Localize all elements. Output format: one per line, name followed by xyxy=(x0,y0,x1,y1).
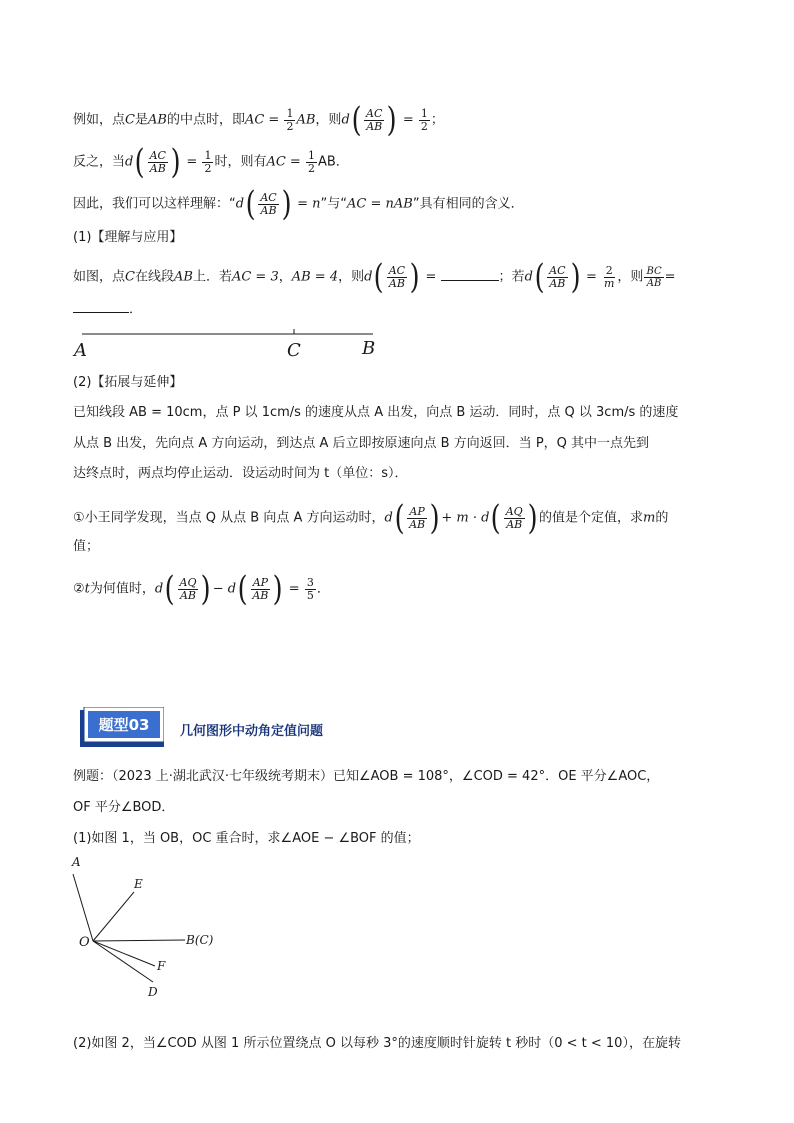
section-title: 几何图形中动角定值问题 xyxy=(180,724,324,739)
denominator: m xyxy=(603,276,615,290)
angle-figure-1 xyxy=(60,852,230,1002)
left-paren: ( xyxy=(237,569,248,609)
fraction-ap-ab xyxy=(407,506,427,531)
denominator: 2 xyxy=(420,119,428,133)
right-paren: ) xyxy=(170,142,181,182)
badge-text: 题型03 xyxy=(98,716,150,734)
numerator: 1 xyxy=(420,106,428,120)
math-var: d xyxy=(125,154,134,170)
answer-blank-1[interactable] xyxy=(441,280,499,281)
text: ② xyxy=(73,581,85,597)
question-1-text: 如图，点C在线段AB上．若AC = 3，AB = 4，则d( $\frac{AC}{AB}$ ) = ；若d( $\frac{AC}{AB}$ ) = $\frac{2}{m}$ ，则 $\frac{BC}{AB}$ = xyxy=(73,257,676,297)
denominator: AB xyxy=(506,517,523,531)
question-2-sub-1 xyxy=(73,498,669,538)
math-var: AB xyxy=(173,269,193,285)
ray-ob xyxy=(93,940,185,941)
math-expr: AC = xyxy=(266,154,301,170)
text: 反之，当 xyxy=(73,154,126,170)
question-2-line-1: 已知线段 AB = 10cm，点 P 以 1cm/s 的速度从点 A 出发，向点 B 运动．同时，点 Q 以 3cm/s 的速度 xyxy=(73,405,679,420)
numerator: BC xyxy=(646,265,662,277)
question-2-line-3: 达终点时，两点均停止运动．设运动时间为 t（单位：s）． xyxy=(73,466,408,481)
section-badge xyxy=(80,707,164,747)
right-paren: ) xyxy=(409,257,420,297)
text: 的中点时，即 xyxy=(166,112,245,128)
numerator: AP xyxy=(409,504,425,518)
math-expr: = n xyxy=(297,196,321,212)
text: ，则 xyxy=(617,269,644,285)
text: 的值是个定值，求 xyxy=(538,510,643,526)
text: ． xyxy=(316,581,330,597)
question-2-line-2: 从点 B 出发，先向点 A 方向运动，到达点 A 后立即按原速向点 B 方向返回．当 P，Q 其中一点先到 xyxy=(73,436,650,451)
math-var: m xyxy=(642,510,656,526)
label-b-c: B(C) xyxy=(186,933,214,947)
question-2-sub-2 xyxy=(73,569,330,609)
equals: = xyxy=(585,269,597,285)
math-expr: − d xyxy=(212,581,237,597)
fraction-3-5 xyxy=(305,577,316,602)
math-var: C xyxy=(125,112,135,128)
label-a: A xyxy=(72,855,81,869)
label-d: D xyxy=(148,985,158,999)
fraction-aq-ab xyxy=(178,577,199,602)
fraction-half xyxy=(284,108,295,133)
math-expr: + m · d xyxy=(441,510,490,526)
left-paren: ( xyxy=(491,498,502,538)
text: 因此，我们可以这样理解：“ xyxy=(73,196,236,212)
text: ”与“ xyxy=(320,196,348,212)
fraction-ac-ab xyxy=(258,192,278,217)
question-2-heading: (2)【拓展与延伸】 xyxy=(73,375,183,390)
text: 上．若 xyxy=(192,269,232,285)
example-question-2: (2)如图 2，当∠COD 从图 1 所示位置绕点 O 以每秒 3°的速度顺时针旋转 t 秒时（0 < t < 10），在旋转 xyxy=(73,1036,681,1051)
question-1-heading: (1)【理解与应用】 xyxy=(73,230,183,245)
right-paren: ) xyxy=(273,569,283,609)
text: 的 xyxy=(655,510,669,526)
numerator: AQ xyxy=(179,575,197,589)
right-paren: ) xyxy=(429,498,440,538)
math-var: AB xyxy=(147,112,167,128)
numerator: 1 xyxy=(204,148,212,162)
fraction-half xyxy=(306,150,317,175)
left-paren: ( xyxy=(245,184,256,224)
math-expr: AB = 4 xyxy=(291,269,339,285)
label-a: A xyxy=(74,340,87,361)
numerator: AQ xyxy=(505,504,523,518)
math-var: d xyxy=(235,196,245,212)
denominator: AB xyxy=(646,277,662,289)
text: ，则 xyxy=(315,112,342,128)
left-paren: ( xyxy=(394,498,405,538)
label-o: O xyxy=(79,935,90,950)
label-e: E xyxy=(134,877,143,891)
right-paren: ) xyxy=(201,569,212,609)
segment-figure xyxy=(70,324,390,364)
equals: = xyxy=(402,112,414,128)
math-var: AB xyxy=(296,112,316,128)
fraction-aq-ab xyxy=(504,506,525,531)
denominator: 2 xyxy=(286,119,294,133)
fraction-ap-ab xyxy=(250,577,270,602)
denominator: AB xyxy=(252,588,269,602)
numerator: 2 xyxy=(605,263,613,277)
label-f: F xyxy=(157,959,166,973)
numerator: AC xyxy=(149,148,166,162)
numerator: AC xyxy=(388,263,406,277)
denominator: AB xyxy=(149,161,166,175)
denominator: AB xyxy=(179,588,196,602)
math-var: d xyxy=(154,581,164,597)
math-var: d xyxy=(384,510,393,526)
equals: = xyxy=(288,581,300,597)
text: 在线段 xyxy=(134,269,174,285)
left-paren: ( xyxy=(534,257,545,297)
example-line-1: 例题：（2023 上·湖北武汉·七年级统考期末）已知∠AOB = 108°，∠COD = 42°．OE 平分∠AOC， xyxy=(73,769,660,784)
denominator: AB xyxy=(409,517,426,531)
denominator: AB xyxy=(388,276,405,290)
text: 时，则有 xyxy=(214,154,267,170)
fraction-half xyxy=(202,150,213,175)
numerator: AC xyxy=(260,190,277,204)
paragraph-interpretation xyxy=(73,184,524,224)
math-var: C xyxy=(125,269,135,285)
denominator: 5 xyxy=(306,588,314,602)
fraction-bc-ab xyxy=(644,266,663,289)
text: ”具有相同的含义． xyxy=(412,196,524,212)
left-paren: ( xyxy=(164,569,175,609)
ray-oe xyxy=(93,892,134,941)
right-paren: ) xyxy=(387,100,398,140)
example-question-1: (1)如图 1，当 OB，OC 重合时，求∠AOE − ∠BOF 的值； xyxy=(73,831,420,846)
math-var: d xyxy=(341,112,350,128)
text: 为何值时， xyxy=(89,581,155,597)
left-paren: ( xyxy=(135,142,145,182)
numerator: AP xyxy=(252,575,269,589)
math-var: d xyxy=(524,269,533,285)
math-expr: AC = 3 xyxy=(231,269,279,285)
fraction-ac-ab xyxy=(387,265,407,290)
label-b: B xyxy=(362,338,376,359)
math-expr: AC = xyxy=(244,112,280,128)
left-paren: ( xyxy=(374,257,385,297)
text: 例如，点 xyxy=(73,112,126,128)
question-1-blank-line xyxy=(73,300,142,320)
example-line-2: OF 平分∠BOD． xyxy=(73,800,175,815)
fraction-ac-ab xyxy=(364,108,384,133)
math-var: t xyxy=(84,581,90,597)
numerator: 3 xyxy=(306,575,314,589)
text: AB． xyxy=(317,154,349,170)
text: ． xyxy=(129,302,143,317)
text: ；若 xyxy=(498,269,525,285)
equals: = xyxy=(186,154,198,170)
text: 如图，点 xyxy=(73,269,126,285)
numerator: AC xyxy=(366,106,383,120)
numerator: 1 xyxy=(286,106,294,120)
math-var: d xyxy=(364,269,373,285)
right-paren: ) xyxy=(281,184,292,224)
text: ； xyxy=(430,112,444,128)
label-c: C xyxy=(287,340,301,361)
paragraph-midpoint-example xyxy=(73,100,444,140)
denominator: AB xyxy=(366,119,383,133)
denominator: 2 xyxy=(307,161,315,175)
denominator: AB xyxy=(260,203,277,217)
text: ①小王同学发现，当点 Q 从点 B 向点 A 方向运动时， xyxy=(73,510,385,526)
denominator: 2 xyxy=(204,161,212,175)
denominator: AB xyxy=(549,276,566,290)
math-expr: AC = nAB xyxy=(347,196,413,212)
equals: = xyxy=(425,269,437,285)
text: 是 xyxy=(134,112,148,128)
question-2-sub-1-cont: 值； xyxy=(73,539,100,554)
left-paren: ( xyxy=(351,100,362,140)
numerator: 1 xyxy=(307,148,315,162)
ray-oa xyxy=(73,874,93,941)
fraction-ac-ab xyxy=(148,150,168,175)
fraction-2-over-m xyxy=(602,265,616,290)
right-paren: ) xyxy=(527,498,538,538)
text: ，则 xyxy=(338,269,365,285)
fraction-ac-ab xyxy=(547,265,567,290)
paragraph-converse xyxy=(73,142,349,182)
fraction-half xyxy=(419,108,430,133)
right-paren: ) xyxy=(570,257,581,297)
equals: = xyxy=(664,269,676,285)
answer-blank-2[interactable] xyxy=(73,312,129,313)
numerator: AC xyxy=(549,263,566,277)
